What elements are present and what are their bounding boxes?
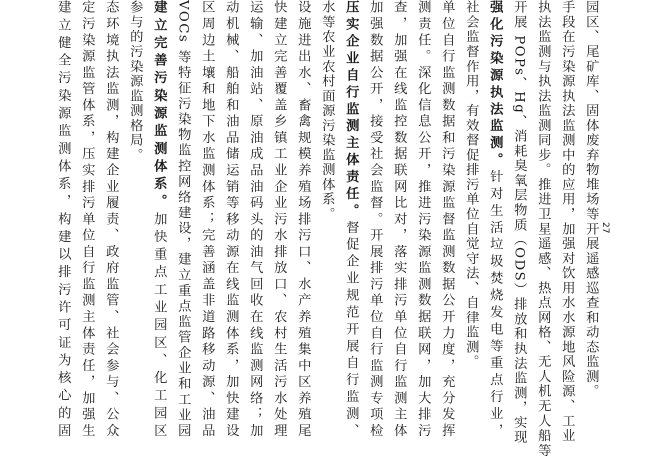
text-line: 查，加强在线监控数据联网比对，落实排污单位自行监测主体	[391, 0, 407, 438]
text-line: 运输、加油站、原油成品油码头的油气回收在线监测网络；加	[247, 0, 263, 438]
section-heading: 建立完善污染源监测体系。	[151, 0, 167, 212]
text-line: 定污染源监管体系，压实排污单位自行监测主体责任，加强生	[79, 0, 95, 438]
text-line: 压实企业自行监测主体责任。督促企业规范开展自行监测、	[343, 0, 359, 438]
text-line: 态环境执法监测，构建企业履责、政府监管、社会参与、公众	[103, 0, 119, 438]
text-line: 快建立完善覆盖乡镇工业企业污水排放口、农村生活污水处理	[271, 0, 287, 438]
text-line: 强化污染源执法监测。针对生活垃圾焚烧发电等重点行业，	[487, 0, 503, 438]
text-line: 测责任。深化信息公开，推进污染源监测数据联网，加大排污	[415, 0, 431, 438]
section-heading: 强化污染源执法监测。	[487, 0, 503, 170]
text-line: 执法监测与执法监测同步。推进卫星遥感、热点网格、无人机无人船等	[535, 0, 551, 458]
text-line: 建立健全污染源监测体系，构建以排污许可证为核心的固	[55, 0, 71, 438]
text-line: 开展 POPs、Hg、消耗臭氧层物质（ODS）排放和执法监测，实现	[511, 0, 527, 445]
text-line: 参与的污染源监测格局。	[127, 0, 143, 163]
text-line: 水等农业农村面源污染监测体系。	[319, 0, 335, 222]
text-line: 区周边土壤和地下水监测体系；完善涵盖非道路移动源、油品	[199, 0, 215, 438]
text-line: 加强数据公开，接受社会监督。开展排污单位自行监测专项检	[367, 0, 383, 438]
text-line: 设施进出水、畜禽规模养殖场排污口、水产养殖集中区养殖尾	[295, 0, 311, 438]
text-line: 社会监督作用，有效督促排污单位自觉守法、自律监测。	[463, 0, 479, 370]
section-heading: 压实企业自行监测主体责任。	[343, 0, 359, 221]
text-line: 单位自行监测数据和污染源监督监测数据公开力度，充分发挥	[439, 0, 455, 438]
text-line: VOCs 等特征污染物监控网络建设，建立重点监管企业和工业园	[175, 0, 191, 438]
text-line: 手段在污染源执法监测中的应用，加强对饮用水水源地风险源、工业	[559, 0, 575, 444]
text-line: 动机械、船舶和油品储运销等移动源在线监测体系，加快建设	[223, 0, 239, 438]
text-line: 园区、尾矿库、固体废弃物堆场等开展遥感巡查和动态监测。	[583, 0, 599, 399]
page-number: 27	[600, 222, 610, 234]
text-line: 建立完善污染源监测体系。加快重点工业园区、化工园区	[151, 0, 167, 438]
